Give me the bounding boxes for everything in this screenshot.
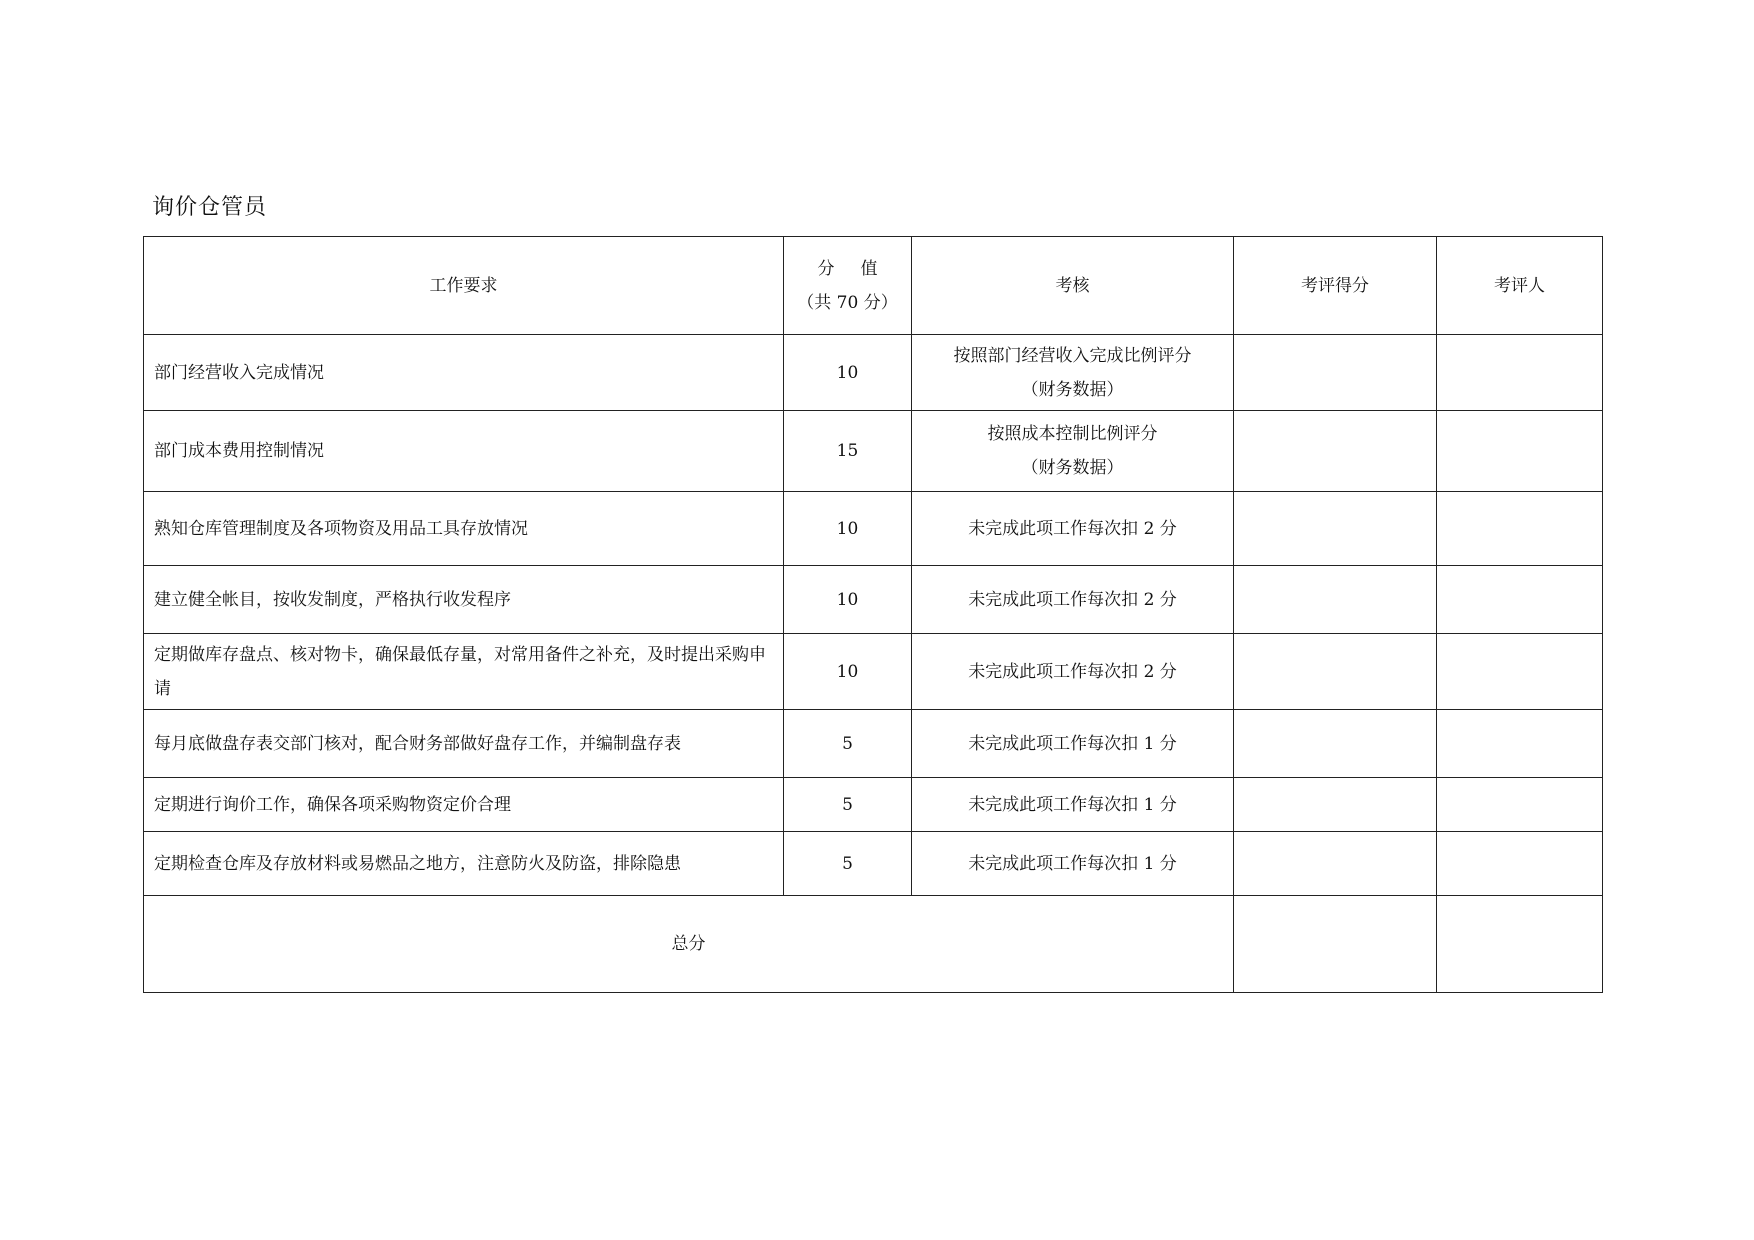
requirement-cell: 每月底做盘存表交部门核对，配合财务部做好盘存工作，并编制盘存表: [144, 710, 784, 778]
assessment-line1: 未完成此项工作每次扣 1 分: [968, 794, 1177, 815]
requirement-cell: 熟知仓库管理制度及各项物资及用品工具存放情况: [144, 492, 784, 566]
header-score-line2: （共 70 分）: [797, 292, 898, 313]
table-row: [144, 710, 1603, 778]
evaluator-cell[interactable]: [1437, 335, 1603, 411]
table-row: [144, 566, 1603, 634]
requirement-cell: 定期检查仓库及存放材料或易燃品之地方，注意防火及防盗，排除隐患: [144, 832, 784, 896]
evaluator-cell[interactable]: [1437, 566, 1603, 634]
evaluator-cell[interactable]: [1437, 710, 1603, 778]
total-evaluator-cell[interactable]: [1437, 896, 1603, 993]
table-row: [144, 411, 1603, 492]
rating-score-cell[interactable]: [1234, 634, 1437, 710]
assessment-cell: [912, 832, 1234, 896]
requirement-cell: 定期进行询价工作，确保各项采购物资定价合理: [144, 778, 784, 832]
total-rating-score-cell[interactable]: [1234, 896, 1437, 993]
assessment-cell: [912, 778, 1234, 832]
total-row: [144, 896, 1603, 993]
assessment-cell: [912, 710, 1234, 778]
evaluator-cell[interactable]: [1437, 778, 1603, 832]
score-cell: 5: [784, 832, 912, 896]
header-score-line1: 分值: [817, 258, 904, 279]
score-cell: 5: [784, 778, 912, 832]
score-cell: 10: [784, 335, 912, 411]
requirement-cell: 部门经营收入完成情况: [144, 335, 784, 411]
assessment-cell: [912, 634, 1234, 710]
rating-score-cell[interactable]: [1234, 778, 1437, 832]
score-cell: 15: [784, 411, 912, 492]
table-row: [144, 634, 1603, 710]
assessment-line1: 未完成此项工作每次扣 2 分: [968, 661, 1177, 682]
assessment-line1: 按照成本控制比例评分: [987, 424, 1158, 444]
evaluator-cell[interactable]: [1437, 411, 1603, 492]
score-cell: 10: [784, 566, 912, 634]
assessment-cell: [912, 411, 1234, 492]
evaluator-cell[interactable]: [1437, 832, 1603, 896]
requirement-cell: 建立健全帐目，按收发制度，严格执行收发程序: [144, 566, 784, 634]
assessment-line1: 未完成此项工作每次扣 2 分: [968, 518, 1177, 539]
assessment-cell: [912, 566, 1234, 634]
assessment-line1: 未完成此项工作每次扣 2 分: [968, 589, 1177, 610]
rating-score-cell[interactable]: [1234, 566, 1437, 634]
assessment-cell: [912, 492, 1234, 566]
score-cell: 5: [784, 710, 912, 778]
header-requirement: 工作要求: [144, 237, 784, 335]
header-rating-score: 考评得分: [1234, 237, 1437, 335]
rating-score-cell[interactable]: [1234, 411, 1437, 492]
total-label: 总分: [144, 896, 1234, 993]
rating-score-cell[interactable]: [1234, 492, 1437, 566]
assessment-cell: [912, 335, 1234, 411]
score-cell: 10: [784, 492, 912, 566]
rating-score-cell[interactable]: [1234, 832, 1437, 896]
header-score: [784, 237, 912, 335]
assessment-line2: （财务数据）: [1021, 458, 1124, 478]
evaluator-cell[interactable]: [1437, 492, 1603, 566]
score-cell: 10: [784, 634, 912, 710]
evaluator-cell[interactable]: [1437, 634, 1603, 710]
assessment-line2: （财务数据）: [1021, 379, 1124, 400]
header-assessment: 考核: [912, 237, 1234, 335]
header-row: [144, 237, 1603, 335]
rating-score-cell[interactable]: [1234, 335, 1437, 411]
header-evaluator: 考评人: [1437, 237, 1603, 335]
assessment-line1: 未完成此项工作每次扣 1 分: [968, 733, 1177, 754]
rating-score-cell[interactable]: [1234, 710, 1437, 778]
table-row: [144, 778, 1603, 832]
page-title: 询价仓管员: [152, 195, 268, 220]
assessment-line1: 未完成此项工作每次扣 1 分: [968, 853, 1177, 874]
requirement-cell: 部门成本费用控制情况: [144, 411, 784, 492]
assessment-line1: 按照部门经营收入完成比例评分: [953, 345, 1192, 366]
requirement-cell: 定期做库存盘点、核对物卡，确保最低存量，对常用备件之补充，及时提出采购申请: [144, 634, 784, 710]
table-row: [144, 335, 1603, 411]
table-row: [144, 832, 1603, 896]
evaluation-table: [143, 236, 1603, 993]
table-row: [144, 492, 1603, 566]
